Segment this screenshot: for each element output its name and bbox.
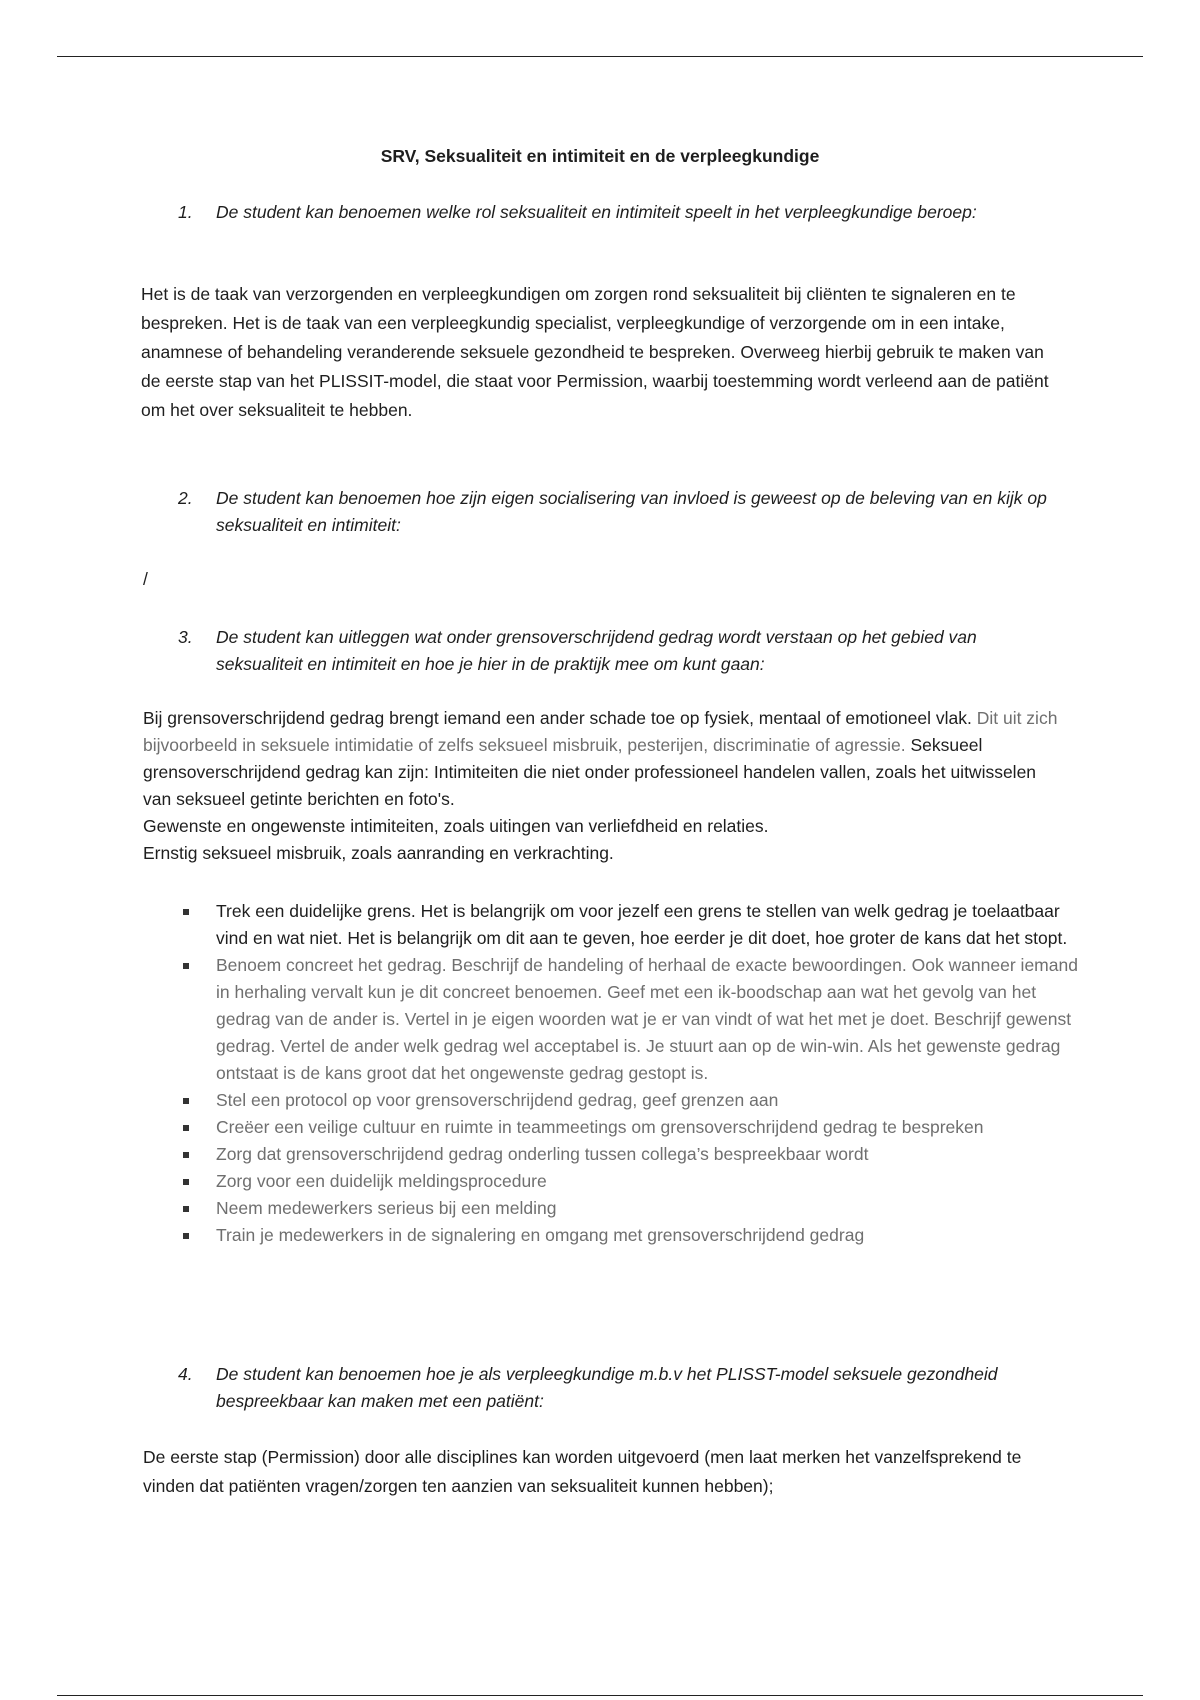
- section-3-body-part2: Dit uit zich bijvoorbeeld in seksuele intimidatie of zelfs seksueel misbruik, pesterijen, discriminatie of agressie.: [143, 708, 1058, 755]
- bottom-rule: [57, 1695, 1143, 1696]
- section-2-number: 2.: [178, 488, 193, 508]
- section-3-body-line3: Ernstig seksueel misbruik, zoals aanranding en verkrachting.: [143, 843, 614, 863]
- section-2-heading-text: De student kan benoemen hoe zijn eigen socialisering van invloed is geweest op de beleving van en kijk op seksualiteit en intimiteit:: [216, 488, 1047, 535]
- bullet-square-icon: [183, 1125, 189, 1131]
- bullet-square-icon: [183, 1233, 189, 1239]
- section-3-heading: [178, 624, 1048, 678]
- section-3-number: 3.: [178, 627, 193, 647]
- section-4-number: 4.: [178, 1364, 193, 1384]
- section-1-heading: [178, 199, 1048, 226]
- bullet-square-icon: [183, 1206, 189, 1212]
- section-1-number: 1.: [178, 202, 193, 222]
- section-1-body: Het is de taak van verzorgenden en verpleegkundigen om zorgen rond seksualiteit bij cliënten te signaleren en te bespreken. Het is de taak van een verpleegkundig specialist, verpleegkundige of verzorgende om in een intake, anamnese of behandeling veranderende seksuele gezondheid te bespreken. Overweeg hierbij gebruik te maken van de eerste stap van het PLISSIT-model, die staat voor Permission, waarbij toestemming wordt verleend aan de patiënt om het over seksualiteit te hebben.: [141, 284, 1049, 420]
- list-item-text: Trek een duidelijke grens. Het is belangrijk om voor jezelf een grens te stellen van welk gedrag je toelaatbaar vind en wat niet. Het is belangrijk om dit aan te geven, hoe eerder je dit doet, hoe groter de kans dat het stopt.: [216, 901, 1068, 948]
- section-2-heading: [178, 485, 1048, 539]
- list-item: [178, 1168, 1078, 1195]
- list-item: [178, 1141, 1078, 1168]
- list-item: [178, 1195, 1078, 1222]
- bullet-square-icon: [183, 1152, 189, 1158]
- bullet-square-icon: [183, 1098, 189, 1104]
- list-item-text: Zorg voor een duidelijk meldingsprocedure: [216, 1171, 547, 1191]
- document-title: SRV, Seksualiteit en intimiteit en de verpleegkundige: [380, 146, 820, 166]
- section-4-body: De eerste stap (Permission) door alle disciplines kan worden uitgevoerd (men laat merken het vanzelfsprekend te vinden dat patiënten vragen/zorgen ten aanzien van seksualiteit kunnen hebben);: [143, 1447, 1022, 1496]
- top-rule: [57, 56, 1143, 57]
- section-2-body: /: [143, 569, 148, 589]
- list-item-text: Neem medewerkers serieus bij een melding: [216, 1198, 557, 1218]
- section-3-body-line2: Gewenste en ongewenste intimiteiten, zoals uitingen van verliefdheid en relaties.: [143, 816, 769, 836]
- section-1-heading-text: De student kan benoemen welke rol seksualiteit en intimiteit speelt in het verpleegkundige beroep:: [216, 202, 977, 222]
- bullet-square-icon: [183, 1179, 189, 1185]
- section-3-heading-text: De student kan uitleggen wat onder grensoverschrijdend gedrag wordt verstaan op het gebied van seksualiteit en intimiteit en hoe je hier in de praktijk mee om kunt gaan:: [216, 627, 977, 674]
- list-item: [178, 952, 1078, 1087]
- list-item-text: Train je medewerkers in de signalering en omgang met grensoverschrijdend gedrag: [216, 1225, 865, 1245]
- section-4-heading-text: De student kan benoemen hoe je als verpleegkundige m.b.v het PLISST-model seksuele gezondheid bespreekbaar kan maken met een patiënt:: [216, 1364, 998, 1411]
- section-3-body: [143, 705, 1063, 867]
- list-item: [178, 1222, 1078, 1249]
- list-item: [178, 1087, 1078, 1114]
- section-3-body-part3: Seksueel grensoverschrijdend gedrag kan zijn: Intimiteiten die niet onder professioneel handelen vallen, zoals het uitwisselen van seksueel getinte berichten en foto's.: [143, 735, 1037, 809]
- section-3-bullet-list: [178, 898, 1078, 1249]
- list-item-text: Creëer een veilige cultuur en ruimte in teammeetings om grensoverschrijdend gedrag te bespreken: [216, 1117, 984, 1137]
- bullet-square-icon: [183, 909, 189, 915]
- list-item-text: Benoem concreet het gedrag. Beschrijf de handeling of herhaal de exacte bewoordingen. Ook wanneer iemand in herhaling vervalt kun je dit concreet benoemen. Geef met een ik-boodschap aan wat het gevolg van het gedrag van de ander is. Vertel in je eigen woorden wat je er van vindt of wat het met je doet. Beschrijf gewenst gedrag. Vertel de ander welk gedrag wel acceptabel is. Je stuurt aan op de win-win. Als het gewenste gedrag ontstaat is de kans groot dat het ongewenste gedrag gestopt is.: [216, 955, 1078, 1083]
- bullet-square-icon: [183, 963, 189, 969]
- list-item: [178, 1114, 1078, 1141]
- list-item-text: Zorg dat grensoverschrijdend gedrag onderling tussen collega’s bespreekbaar wordt: [216, 1144, 869, 1164]
- section-3-body-part1: Bij grensoverschrijdend gedrag brengt iemand een ander schade toe op fysiek, mentaal of emotioneel vlak.: [143, 708, 972, 728]
- list-item-text: Stel een protocol op voor grensoverschrijdend gedrag, geef grenzen aan: [216, 1090, 779, 1110]
- section-4-heading: [178, 1361, 1048, 1415]
- list-item: [178, 898, 1078, 952]
